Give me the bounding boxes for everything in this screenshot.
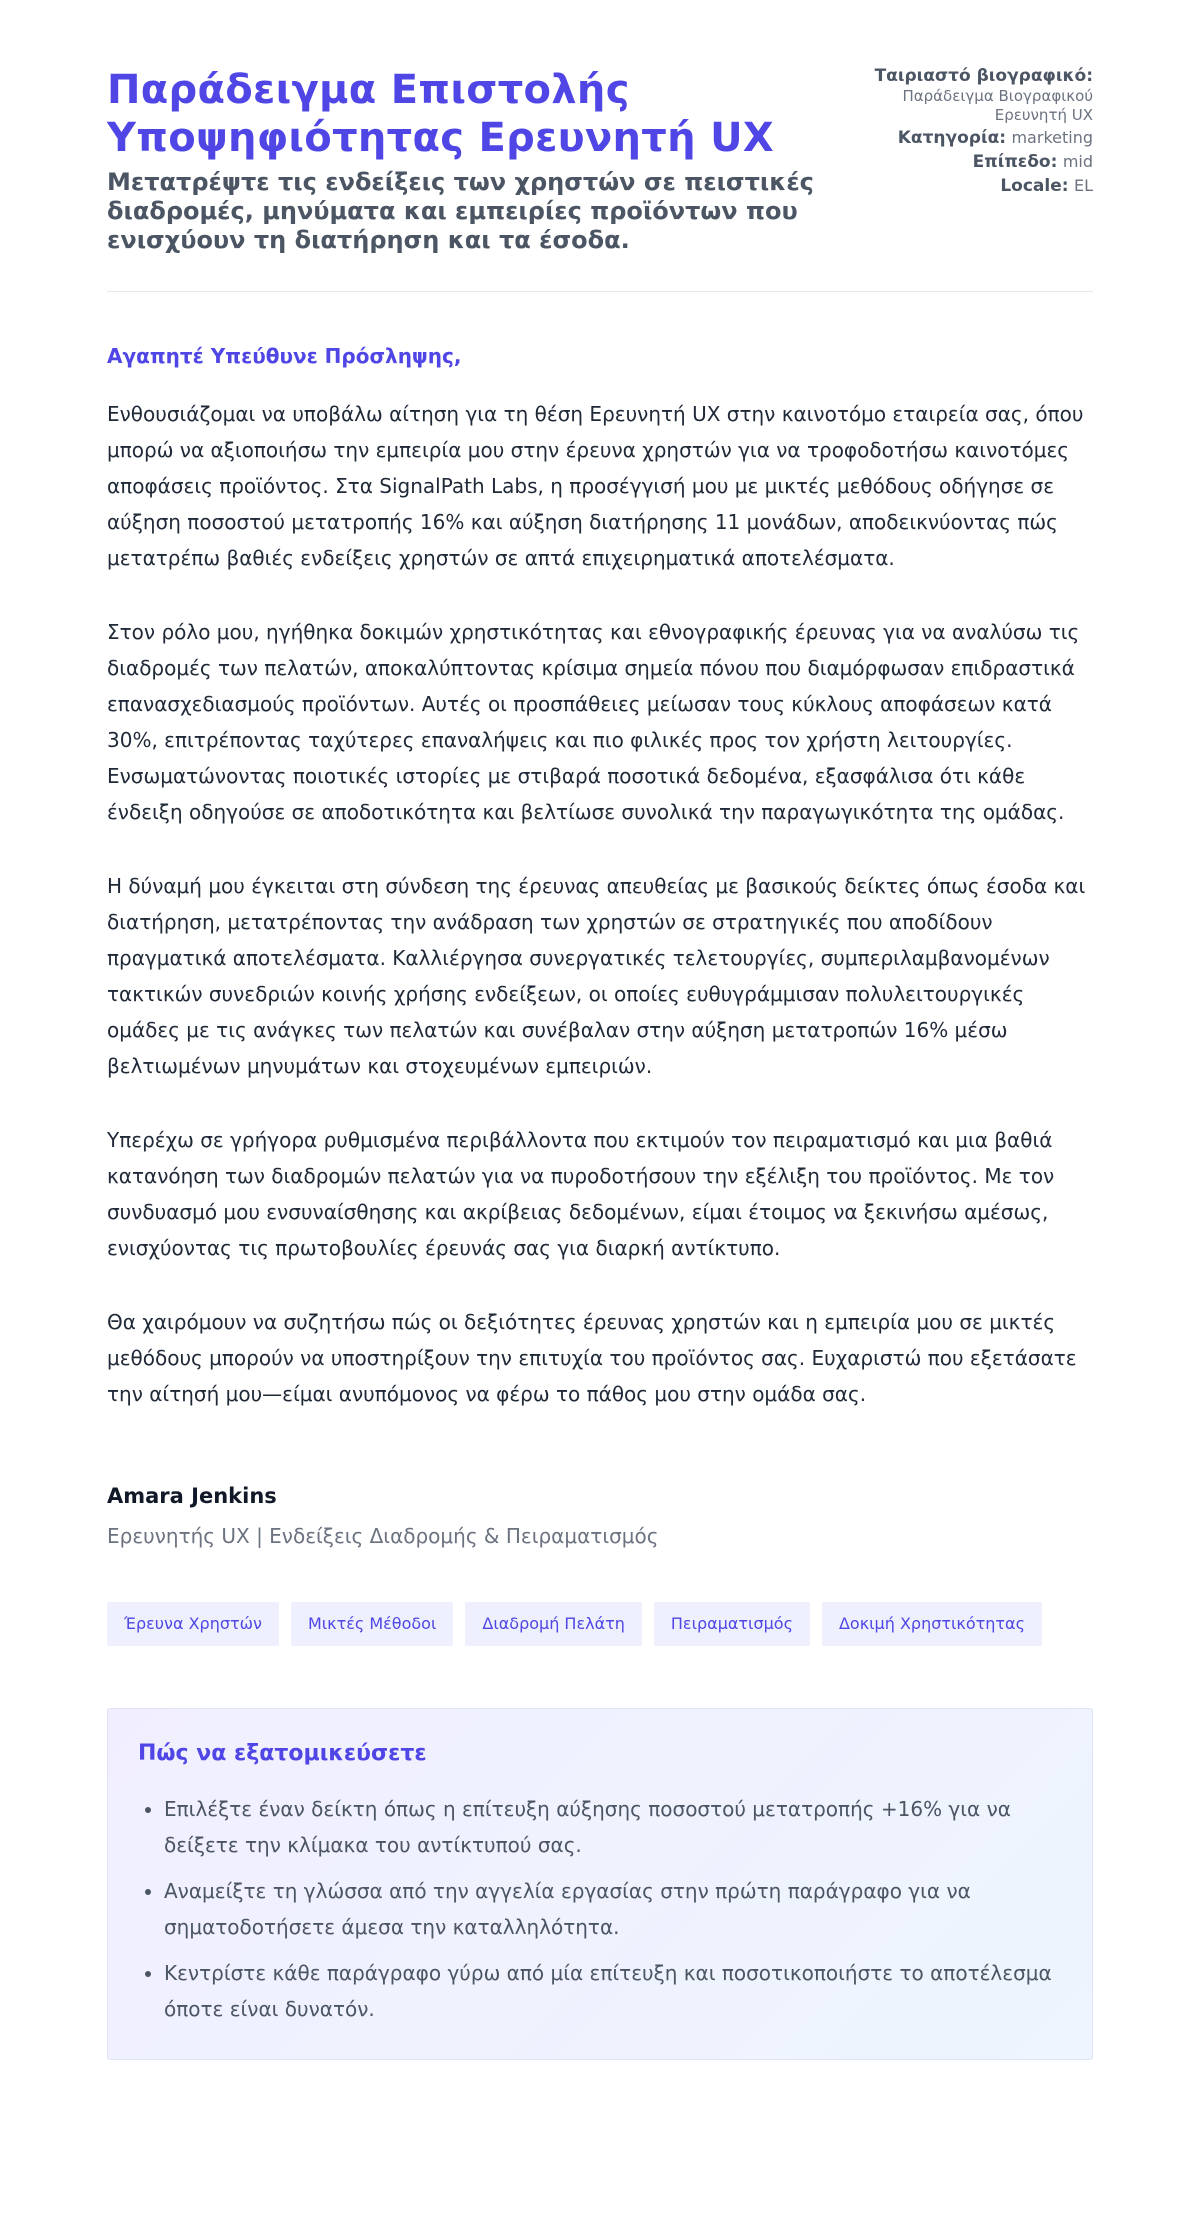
letter-paragraph: Στον ρόλο μου, ηγήθηκα δοκιμών χρηστικότητας και εθνογραφικής έρευνας για να αναλύσω τις διαδρομές των πελατών, αποκαλύπτοντας κρίσιμα σημεία πόνου που διαμόρφωσαν επιδραστικά επανασχεδιασμούς προϊόντων. Αυτές οι προσπάθειες μείωσαν τους κύκλους αποφάσεων κατά 30%, επιτρέποντας ταχύτερες επαναλήψεις και πιο φιλικές προς τον χρήστη λειτουργίες. Ενσωματώνοντας ποιοτικές ιστορίες με στιβαρά ποσοτικά δεδομένα, εξασφάλισα ότι κάθε ένδειξη οδηγούσε σε αποδοτικότητα και βελτίωσε συνολικά την παραγωγικότητα της ομάδας. <box>107 620 1080 824</box>
tip-item: • Επιλέξτε έναν δείκτη όπως η επίτευξη αύξησης ποσοστού μετατροπής +16% για να δείξετε την κλίμακα του αντίκτυπού σας. <box>164 1791 1062 1863</box>
page-title: Παράδειγμα Επιστολής Υποψηφιότητας Ερευνητή UX <box>107 67 775 161</box>
tips-list <box>138 1791 1062 2027</box>
meta-locale <box>873 175 1093 197</box>
skill-tag: Δοκιμή Χρηστικότητας <box>822 1602 1042 1646</box>
meta-category <box>873 127 1093 149</box>
meta-level <box>873 151 1093 173</box>
title-block <box>107 66 867 255</box>
signature <box>107 1482 1093 1550</box>
meta-category-value: marketing <box>1011 128 1093 147</box>
meta-resume-value: Παράδειγμα Βιογραφικού Ερευνητή UX <box>902 87 1093 124</box>
meta-resume-label: Ταιριαστό βιογραφικό: <box>874 66 1093 86</box>
letter-paragraph: Ενθουσιάζομαι να υποβάλω αίτηση για τη θέση Ερευνητή UX στην καινοτόμο εταιρεία σας, όπου μπορώ να αξιοποιήσω την εμπειρία μου στην έρευνα χρηστών για να τροφοδοτήσω καινοτόμες αποφάσεις προϊόντος. Στα SignalPath Labs, η προσέγγισή μου με μικτές μεθόδους οδήγησε σε αύξηση ποσοστού μετατροπής 16% και αύξηση διατήρησης 11 μονάδων, αποδεικνύοντας πώς μετατρέπω βαθιές ενδείξεις χρηστών σε απτά επιχειρηματικά αποτελέσματα. <box>107 402 1084 570</box>
page-subtitle: Μετατρέψτε τις ενδείξεις των χρηστών σε πειστικές διαδρομές, μηνύματα και εμπειρίες προϊόντων που ενισχύουν τη διατήρηση και τα έσοδα. <box>107 168 814 254</box>
meta-locale-value: EL <box>1073 176 1093 195</box>
meta-resume <box>873 66 1093 125</box>
letter-paragraph: Η δύναμή μου έγκειται στη σύνδεση της έρευνας απευθείας με βασικούς δείκτες όπως έσοδα και διατήρηση, μετατρέποντας την ανάδραση των χρηστών σε στρατηγικές που αποδίδουν πραγματικά αποτελέσματα. Καλλιέργησα συνεργατικές τελετουργίες, συμπεριλαμβανομένων τακτικών συνεδριών κοινής χρήσης ενδείξεων, οι οποίες ευθυγράμμισαν πολυλειτουργικές ομάδες με τις ανάγκες των πελατών και συνέβαλαν στην αύξηση μετατροπών 16% μέσω βελτιωμένων μηνυμάτων και στοχευμένων εμπειριών. <box>107 874 1086 1078</box>
skill-tags <box>107 1602 1093 1646</box>
letter-body <box>107 342 1093 1412</box>
signature-name: Amara Jenkins <box>107 1484 277 1508</box>
salutation: Αγαπητέ Υπεύθυνε Πρόσληψης, <box>107 344 462 368</box>
meta-level-label: Επίπεδο: <box>972 152 1058 172</box>
meta-locale-label: Locale: <box>1000 176 1069 196</box>
meta-level-value: mid <box>1062 152 1093 171</box>
skill-tag: Πειραματισμός <box>654 1602 810 1646</box>
header-divider <box>107 291 1093 292</box>
meta-category-label: Κατηγορία: <box>897 128 1007 148</box>
tips-title: Πώς να εξατομικεύσετε <box>138 1741 427 1766</box>
page-header <box>107 66 1093 255</box>
tip-item: • Κεντρίστε κάθε παράγραφο γύρω από μία επίτευξη και ποσοτικοποιήστε το αποτέλεσμα όποτε είναι δυνατόν. <box>164 1955 1062 2027</box>
skill-tag: Έρευνα Χρηστών <box>107 1602 279 1646</box>
tip-item: • Αναμείξτε τη γλώσσα από την αγγελία εργασίας στην πρώτη παράγραφο για να σηματοδοτήσετε άμεσα την καταλληλότητα. <box>164 1873 1062 1945</box>
cover-letter-page <box>107 0 1093 2060</box>
meta-panel <box>873 66 1093 199</box>
skill-tag: Διαδρομή Πελάτη <box>465 1602 642 1646</box>
letter-paragraph: Θα χαιρόμουν να συζητήσω πώς οι δεξιότητες έρευνας χρηστών και η εμπειρία μου σε μικτές μεθόδους μπορούν να υποστηρίξουν την επιτυχία του προϊόντος σας. Ευχαριστώ που εξετάσατε την αίτησή μου—είμαι ανυπόμονος να φέρω το πάθος μου στην ομάδα σας. <box>107 1310 1077 1406</box>
personalization-tips <box>107 1708 1093 2060</box>
skill-tag: Μικτές Μέθοδοι <box>291 1602 453 1646</box>
signature-role: Ερευνητής UX | Ενδείξεις Διαδρομής & Πειραματισμός <box>107 1524 659 1548</box>
letter-paragraph: Υπερέχω σε γρήγορα ρυθμισμένα περιβάλλοντα που εκτιμούν τον πειραματισμό και μια βαθιά κατανόηση των διαδρομών πελατών για να πυροδοτήσουν την εξέλιξη του προϊόντος. Με τον συνδυασμό μου ενσυναίσθησης και ακρίβειας δεδομένων, είμαι έτοιμος να ξεκινήσω αμέσως, ενισχύοντας τις πρωτοβουλίες έρευνάς σας για διαρκή αντίκτυπο. <box>107 1128 1055 1260</box>
